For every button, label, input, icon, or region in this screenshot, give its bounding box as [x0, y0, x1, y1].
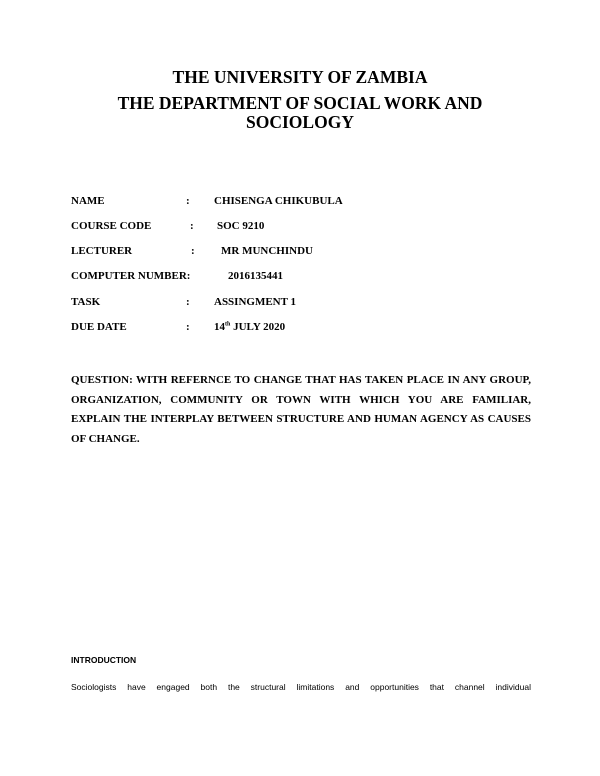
due-date-ordinal: th: [225, 321, 231, 328]
introduction-paragraph: Sociologists have engaged both the structural limitations and opportunities that channel individual: [71, 682, 531, 692]
course-code-colon: :: [190, 220, 194, 232]
lecturer-colon: :: [191, 245, 195, 257]
university-title: THE UNIVERSITY OF ZAMBIA: [172, 67, 428, 87]
due-date-month-year: JULY 2020: [230, 321, 286, 333]
task-label: TASK: [71, 296, 101, 308]
due-date-label: DUE DATE: [71, 321, 127, 333]
assignment-question: QUESTION: WITH REFERNCE TO CHANGE THAT HAS TAKEN PLACE IN ANY GROUP, ORGANIZATION, COMMUNITY OR TOWN WITH WHICH YOU ARE FAMILIAR, EXPLAIN THE INTERPLAY BETWEEN STRUCTURE AND HUMAN AGENCY AS CAUSES OF CHANGE.: [71, 374, 531, 445]
course-code-label: COURSE CODE: [71, 220, 152, 232]
course-code-value: SOC 9210: [217, 220, 265, 232]
computer-number-value: 2016135441: [228, 270, 283, 282]
task-value: ASSINGMENT 1: [214, 296, 297, 308]
lecturer-label: LECTURER: [71, 245, 133, 257]
lecturer-value: MR MUNCHINDU: [221, 245, 313, 257]
due-date-value: [214, 321, 285, 333]
introduction-heading: INTRODUCTION: [71, 655, 137, 665]
task-colon: :: [186, 296, 190, 308]
department-title: THE DEPARTMENT OF SOCIAL WORK AND SOCIOLOGY: [117, 93, 483, 132]
name-value: CHISENGA CHIKUBULA: [214, 195, 343, 207]
due-date-colon: :: [186, 321, 190, 333]
name-colon: :: [186, 195, 190, 207]
name-label: NAME: [71, 195, 105, 207]
due-date-day: 14: [214, 321, 225, 333]
computer-number-label: COMPUTER NUMBER:: [71, 270, 191, 282]
